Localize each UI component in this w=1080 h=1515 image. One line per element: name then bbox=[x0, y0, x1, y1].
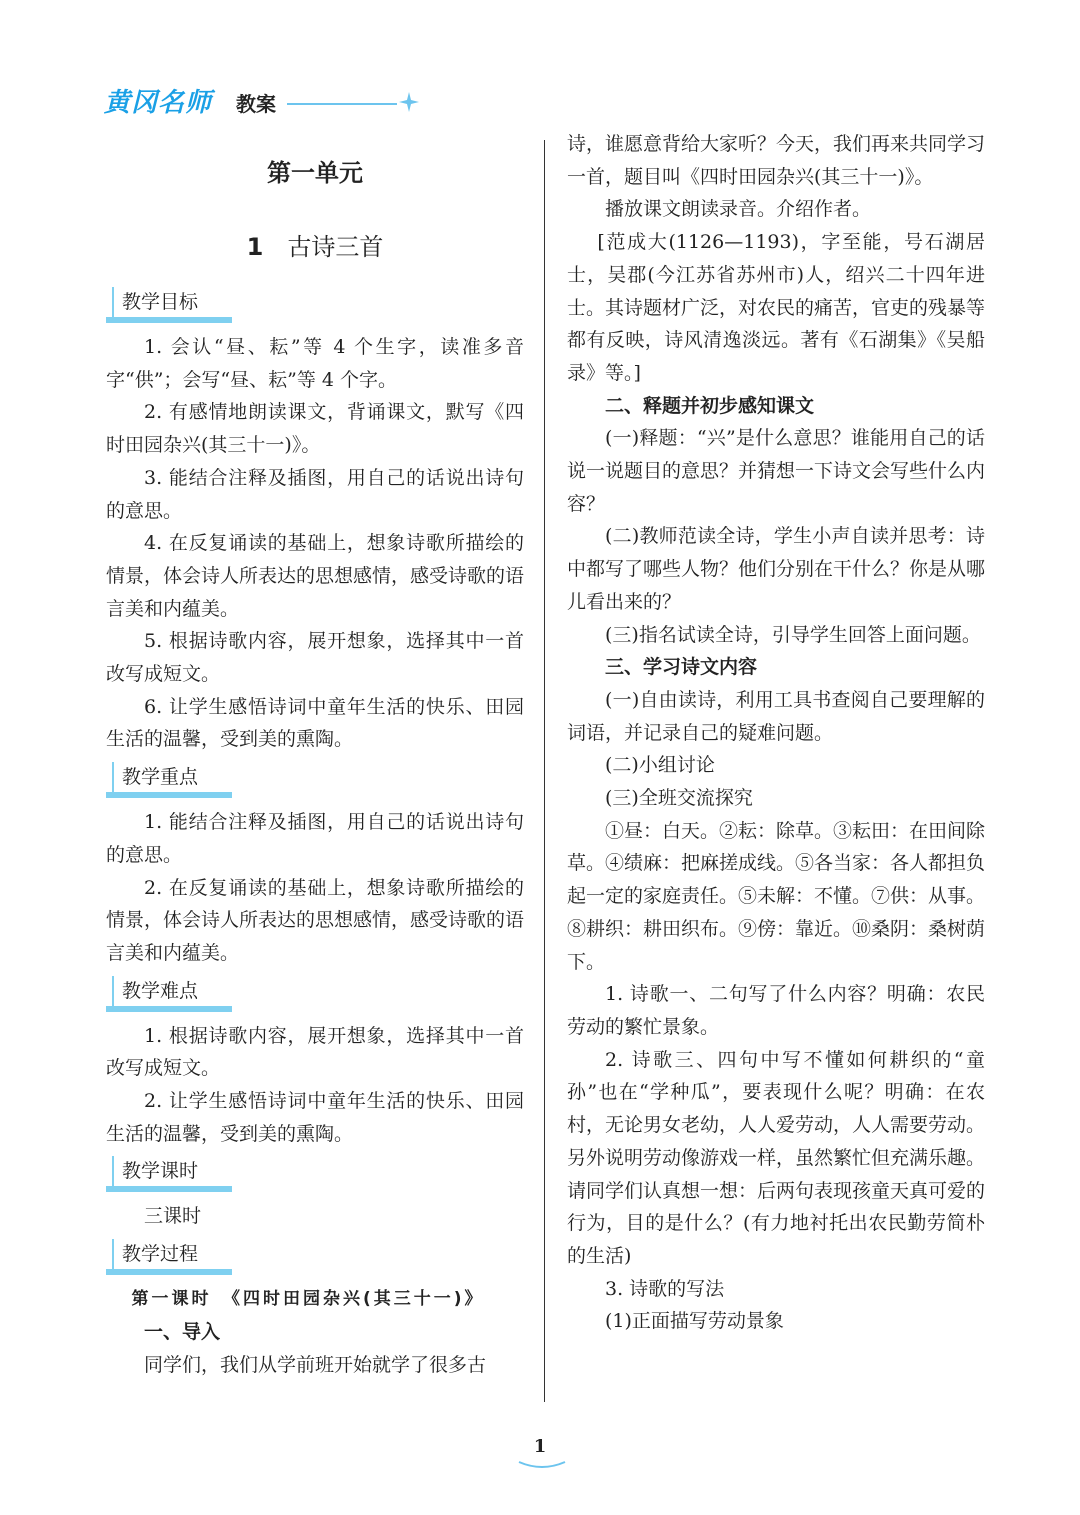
right-paragraph: 2. 诗歌三、四句中写不懂如何耕织的“童孙”也在“学种瓜”，要表现什么呢？明确：在农村，无论男女老幼，人人爱劳动，人人需要劳动。另外说明劳动像游戏一样，虽然繁忙但充满乐趣。请同学们认真想一想：后两句表现孩童天真可爱的行为，目的是什么？(有力地衬托出农民勤劳简朴的生活) bbox=[567, 1048, 986, 1267]
right-paragraph: (二)小组讨论 bbox=[605, 754, 715, 777]
right-paragraph: 播放课文朗读录音。介绍作者。 bbox=[605, 198, 872, 221]
right-paragraph: (一)释题：“兴”是什么意思？谁能用自己的话说一说题目的意思？并猜想一下诗文会写些什么内容？ bbox=[567, 427, 986, 515]
difficulty-item: 1. 根据诗歌内容，展开想象，选择其中一首改写成短文。 bbox=[106, 1024, 524, 1080]
section-label: 教学重点 bbox=[112, 762, 206, 792]
section-label: 教学难点 bbox=[112, 976, 206, 1006]
intro-text: 同学们，我们从学前班开始就学了很多古 bbox=[144, 1353, 487, 1376]
right-paragraph: 诗，谁愿意背给大家听？今天，我们再来共同学习一首，题目叫《四时田园杂兴(其三十一)》。 bbox=[567, 133, 986, 188]
column-divider bbox=[544, 140, 545, 1402]
page-number-ornament bbox=[517, 1458, 567, 1470]
right-paragraph: (三)全班交流探究 bbox=[605, 787, 753, 810]
page-number: 1 bbox=[533, 1436, 547, 1457]
right-paragraph: [范成大(1126—1193)，字至能，号石湖居士，吴郡(今江苏省苏州市)人，绍兴二十四年进士。其诗题材广泛，对农民的痛苦，官吏的残暴等都有反映，诗风清逸淡远。著有《石湖集》《吴船录》等。] bbox=[567, 231, 986, 384]
difficulty-item: 2. 让学生感悟诗词中童年生活的快乐、田园生活的温馨，受到美的熏陶。 bbox=[106, 1090, 524, 1145]
header-rule bbox=[287, 103, 397, 105]
goal-item: 2. 有感情地朗读课文，背诵课文，默写《四时田园杂兴(其三十一)》。 bbox=[106, 401, 524, 457]
right-paragraph: (1)正面描写劳动景象 bbox=[605, 1310, 784, 1333]
goal-item: 4. 在反复诵读的基础上，想象诗歌所描绘的情景，体会诗人所表达的思想感情，感受诗歌的语言美和内蕴美。 bbox=[106, 532, 525, 620]
right-heading: 三、学习诗文内容 bbox=[605, 656, 758, 679]
right-paragraph: (二)教师范读全诗，学生小声自读并思考：诗中都写了哪些人物？他们分别在干什么？你是从哪儿看出来的？ bbox=[567, 525, 986, 613]
brand-subtitle: 教案 bbox=[236, 92, 276, 116]
section-goals bbox=[106, 287, 524, 329]
section-key-points bbox=[106, 762, 524, 804]
intro-heading: 一、导入 bbox=[144, 1320, 221, 1343]
right-column bbox=[567, 128, 985, 1338]
right-paragraph: (一)自由读诗，利用工具书查阅自己要理解的词语，并记录自己的疑难问题。 bbox=[567, 688, 985, 744]
goal-item: 5. 根据诗歌内容，展开想象，选择其中一首改写成短文。 bbox=[106, 630, 524, 686]
lesson-number: 1 bbox=[246, 233, 264, 261]
key-point-item: 2. 在反复诵读的基础上，想象诗歌所描绘的情景，体会诗人所表达的思想感情，感受诗歌的语言美和内蕴美。 bbox=[106, 876, 525, 964]
key-point-item: 1. 能结合注释及插图，用自己的话说出诗句的意思。 bbox=[106, 811, 524, 866]
period-title: 第一课时 《四时田园杂兴(其三十一)》 bbox=[131, 1289, 485, 1310]
goal-item: 6. 让学生感悟诗词中童年生活的快乐、田园生活的温馨，受到美的熏陶。 bbox=[106, 695, 524, 751]
brand-logo: 黄冈名师 bbox=[104, 88, 213, 118]
left-column bbox=[106, 135, 524, 1381]
sparkle-icon bbox=[397, 90, 421, 114]
right-paragraph: 3. 诗歌的写法 bbox=[605, 1277, 725, 1300]
right-paragraph: (三)指名试读全诗，引导学生回答上面问题。 bbox=[605, 623, 981, 646]
goal-item: 1. 会认“昼、耘”等 4 个生字，读准多音字“供”；会写“昼、耘”等 4 个字。 bbox=[106, 336, 524, 391]
page-header bbox=[104, 80, 434, 120]
right-paragraph: ①昼：白天。②耘：除草。③耘田：在田间除草。④绩麻：把麻搓成线。⑤各当家：各人都担负起一定的家庭责任。⑤未解：不懂。⑦供：从事。⑧耕织：耕田织布。⑨傍：靠近。⑩桑阴：桑树荫下。 bbox=[567, 819, 986, 973]
section-label: 教学过程 bbox=[112, 1239, 206, 1269]
section-process bbox=[106, 1239, 524, 1281]
right-heading: 二、释题并初步感知课文 bbox=[605, 394, 815, 417]
section-label: 教学目标 bbox=[112, 287, 206, 317]
section-difficulties bbox=[106, 976, 524, 1018]
section-hours bbox=[106, 1156, 524, 1198]
lesson-title bbox=[106, 227, 524, 267]
section-label: 教学课时 bbox=[112, 1156, 206, 1186]
hours-text: 三课时 bbox=[144, 1205, 202, 1228]
goal-item: 3. 能结合注释及插图，用自己的话说出诗句的意思。 bbox=[106, 466, 524, 522]
right-paragraph: 1. 诗歌一、二句写了什么内容？明确：农民劳动的繁忙景象。 bbox=[567, 983, 985, 1038]
lesson-name: 古诗三首 bbox=[287, 233, 384, 261]
unit-title: 第一单元 bbox=[267, 159, 363, 187]
